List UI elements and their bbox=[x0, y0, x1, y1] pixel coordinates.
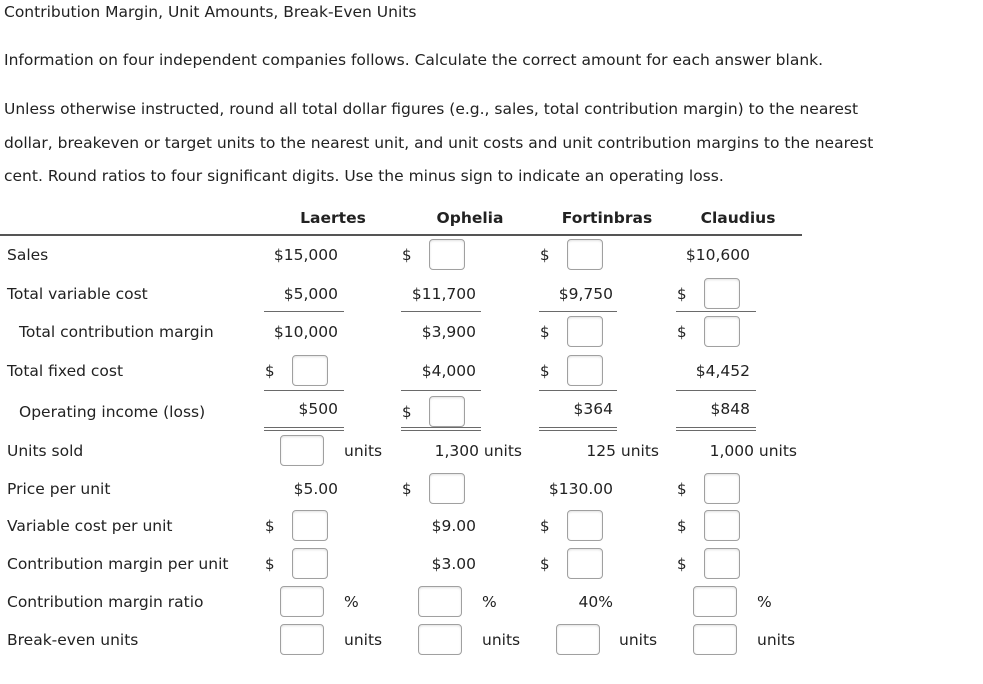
fortinbras-cm-per-unit-dollar: $ bbox=[540, 555, 550, 573]
fortinbras-contribution-margin-ratio: 40% bbox=[578, 593, 613, 611]
ophelia-price-per-unit-input[interactable] bbox=[429, 473, 465, 504]
fortinbras-cm-dollar: $ bbox=[540, 323, 550, 341]
fortinbras-sales-dollar: $ bbox=[540, 246, 550, 264]
fortinbras-contribution-margin-per-unit-input[interactable] bbox=[567, 548, 603, 579]
laertes-subtotal-rule bbox=[264, 311, 344, 312]
fortinbras-total-fixed-cost-input[interactable] bbox=[567, 355, 603, 386]
ophelia-contribution-margin-per-unit: $3.00 bbox=[431, 555, 476, 573]
claudius-price-dollar: $ bbox=[677, 480, 687, 498]
fortinbras-sales-input[interactable] bbox=[567, 239, 603, 270]
ophelia-total-fixed-cost: $4,000 bbox=[421, 362, 476, 380]
page-title: Contribution Margin, Unit Amounts, Break-Even Units bbox=[4, 3, 417, 21]
fortinbras-break-even-unit: units bbox=[619, 631, 658, 649]
instructions-line-2: dollar, breakeven or target units to the nearest unit, and unit costs and unit contribution margins to the nearest bbox=[4, 134, 874, 152]
laertes-total-variable-cost: $5,000 bbox=[283, 285, 338, 303]
claudius-cm-per-unit-dollar: $ bbox=[677, 555, 687, 573]
fortinbras-double-rule bbox=[539, 427, 617, 431]
laertes-variable-cost-per-unit-input[interactable] bbox=[292, 510, 328, 541]
ophelia-operating-income-input[interactable] bbox=[429, 396, 465, 427]
fortinbras-units-sold: 125 units bbox=[586, 442, 659, 460]
fortinbras-variable-cost-per-unit-input[interactable] bbox=[567, 510, 603, 541]
fortinbras-break-even-units-input[interactable] bbox=[556, 624, 600, 655]
claudius-subtotal-rule bbox=[676, 311, 756, 312]
fortinbras-operating-income: $364 bbox=[573, 400, 613, 418]
claudius-vc-dollar: $ bbox=[677, 285, 687, 303]
claudius-vc-per-unit-dollar: $ bbox=[677, 517, 687, 535]
laertes-contribution-margin-ratio-input[interactable] bbox=[280, 586, 324, 617]
ophelia-sales-input[interactable] bbox=[429, 239, 465, 270]
laertes-operating-income: $500 bbox=[298, 400, 338, 418]
laertes-break-even-units-input[interactable] bbox=[280, 624, 324, 655]
laertes-fixed-cost-dollar: $ bbox=[265, 362, 275, 380]
laertes-price-per-unit: $5.00 bbox=[293, 480, 338, 498]
claudius-contribution-margin-per-unit-input[interactable] bbox=[704, 548, 740, 579]
ophelia-break-even-unit: units bbox=[482, 631, 521, 649]
row-label-operating-income: Operating income (loss) bbox=[19, 403, 206, 421]
claudius-total-variable-cost-input[interactable] bbox=[704, 278, 740, 309]
claudius-cm-dollar: $ bbox=[677, 323, 687, 341]
claudius-price-per-unit-input[interactable] bbox=[704, 473, 740, 504]
claudius-break-even-unit: units bbox=[757, 631, 796, 649]
ophelia-double-rule bbox=[401, 427, 481, 431]
row-label-price-per-unit: Price per unit bbox=[7, 480, 111, 498]
header-rule bbox=[0, 234, 802, 236]
column-header-laertes: Laertes bbox=[300, 209, 366, 227]
ophelia-sales-dollar: $ bbox=[402, 246, 412, 264]
laertes-contribution-margin-per-unit-input[interactable] bbox=[292, 548, 328, 579]
fortinbras-subtotal-rule bbox=[539, 311, 617, 312]
laertes-income-rule bbox=[264, 390, 344, 391]
laertes-total-contribution-margin: $10,000 bbox=[273, 323, 338, 341]
ophelia-subtotal-rule bbox=[401, 311, 481, 312]
intro-text: Information on four independent companies follows. Calculate the correct amount for each answer blank. bbox=[4, 51, 824, 69]
laertes-double-rule bbox=[264, 427, 344, 431]
laertes-break-even-unit: units bbox=[344, 631, 383, 649]
ophelia-price-dollar: $ bbox=[402, 480, 412, 498]
row-label-total-fixed-cost: Total fixed cost bbox=[7, 362, 124, 380]
laertes-total-fixed-cost-input[interactable] bbox=[292, 355, 328, 386]
column-header-fortinbras: Fortinbras bbox=[561, 209, 653, 227]
claudius-total-contribution-margin-input[interactable] bbox=[704, 316, 740, 347]
column-header-ophelia: Ophelia bbox=[436, 209, 504, 227]
fortinbras-vc-per-unit-dollar: $ bbox=[540, 517, 550, 535]
row-label-sales: Sales bbox=[7, 246, 49, 264]
claudius-double-rule bbox=[676, 427, 756, 431]
ophelia-total-variable-cost: $11,700 bbox=[411, 285, 476, 303]
ophelia-ratio-percent: % bbox=[482, 593, 497, 611]
claudius-variable-cost-per-unit-input[interactable] bbox=[704, 510, 740, 541]
claudius-ratio-percent: % bbox=[757, 593, 772, 611]
ophelia-income-dollar: $ bbox=[402, 403, 412, 421]
claudius-sales: $10,600 bbox=[685, 246, 750, 264]
laertes-ratio-percent: % bbox=[344, 593, 359, 611]
laertes-sales: $15,000 bbox=[273, 246, 338, 264]
fortinbras-total-variable-cost: $9,750 bbox=[558, 285, 613, 303]
row-label-contribution-margin-per-unit: Contribution margin per unit bbox=[7, 555, 229, 573]
laertes-units-sold-unit: units bbox=[344, 442, 383, 460]
row-label-units-sold: Units sold bbox=[7, 442, 84, 460]
fortinbras-income-rule bbox=[539, 390, 617, 391]
laertes-vc-per-unit-dollar: $ bbox=[265, 517, 275, 535]
fortinbras-price-per-unit: $130.00 bbox=[548, 480, 613, 498]
claudius-total-fixed-cost: $4,452 bbox=[695, 362, 750, 380]
claudius-operating-income: $848 bbox=[710, 400, 750, 418]
ophelia-units-sold: 1,300 units bbox=[434, 442, 522, 460]
ophelia-total-contribution-margin: $3,900 bbox=[421, 323, 476, 341]
claudius-income-rule bbox=[676, 390, 756, 391]
claudius-break-even-units-input[interactable] bbox=[693, 624, 737, 655]
claudius-contribution-margin-ratio-input[interactable] bbox=[693, 586, 737, 617]
fortinbras-total-contribution-margin-input[interactable] bbox=[567, 316, 603, 347]
fortinbras-fixed-cost-dollar: $ bbox=[540, 362, 550, 380]
row-label-total-variable-cost: Total variable cost bbox=[7, 285, 148, 303]
row-label-variable-cost-per-unit: Variable cost per unit bbox=[7, 517, 173, 535]
ophelia-break-even-units-input[interactable] bbox=[418, 624, 462, 655]
column-header-claudius: Claudius bbox=[700, 209, 776, 227]
claudius-units-sold: 1,000 units bbox=[709, 442, 797, 460]
row-label-total-contribution-margin: Total contribution margin bbox=[19, 323, 214, 341]
ophelia-income-rule bbox=[401, 390, 481, 391]
ophelia-contribution-margin-ratio-input[interactable] bbox=[418, 586, 462, 617]
instructions-line-3: cent. Round ratios to four significant digits. Use the minus sign to indicate an operating loss. bbox=[4, 167, 724, 185]
laertes-units-sold-input[interactable] bbox=[280, 435, 324, 466]
row-label-break-even-units: Break-even units bbox=[7, 631, 139, 649]
row-label-contribution-margin-ratio: Contribution margin ratio bbox=[7, 593, 204, 611]
instructions-line-1: Unless otherwise instructed, round all total dollar figures (e.g., sales, total contribution margin) to the nearest bbox=[4, 100, 859, 118]
laertes-cm-per-unit-dollar: $ bbox=[265, 555, 275, 573]
ophelia-variable-cost-per-unit: $9.00 bbox=[431, 517, 476, 535]
